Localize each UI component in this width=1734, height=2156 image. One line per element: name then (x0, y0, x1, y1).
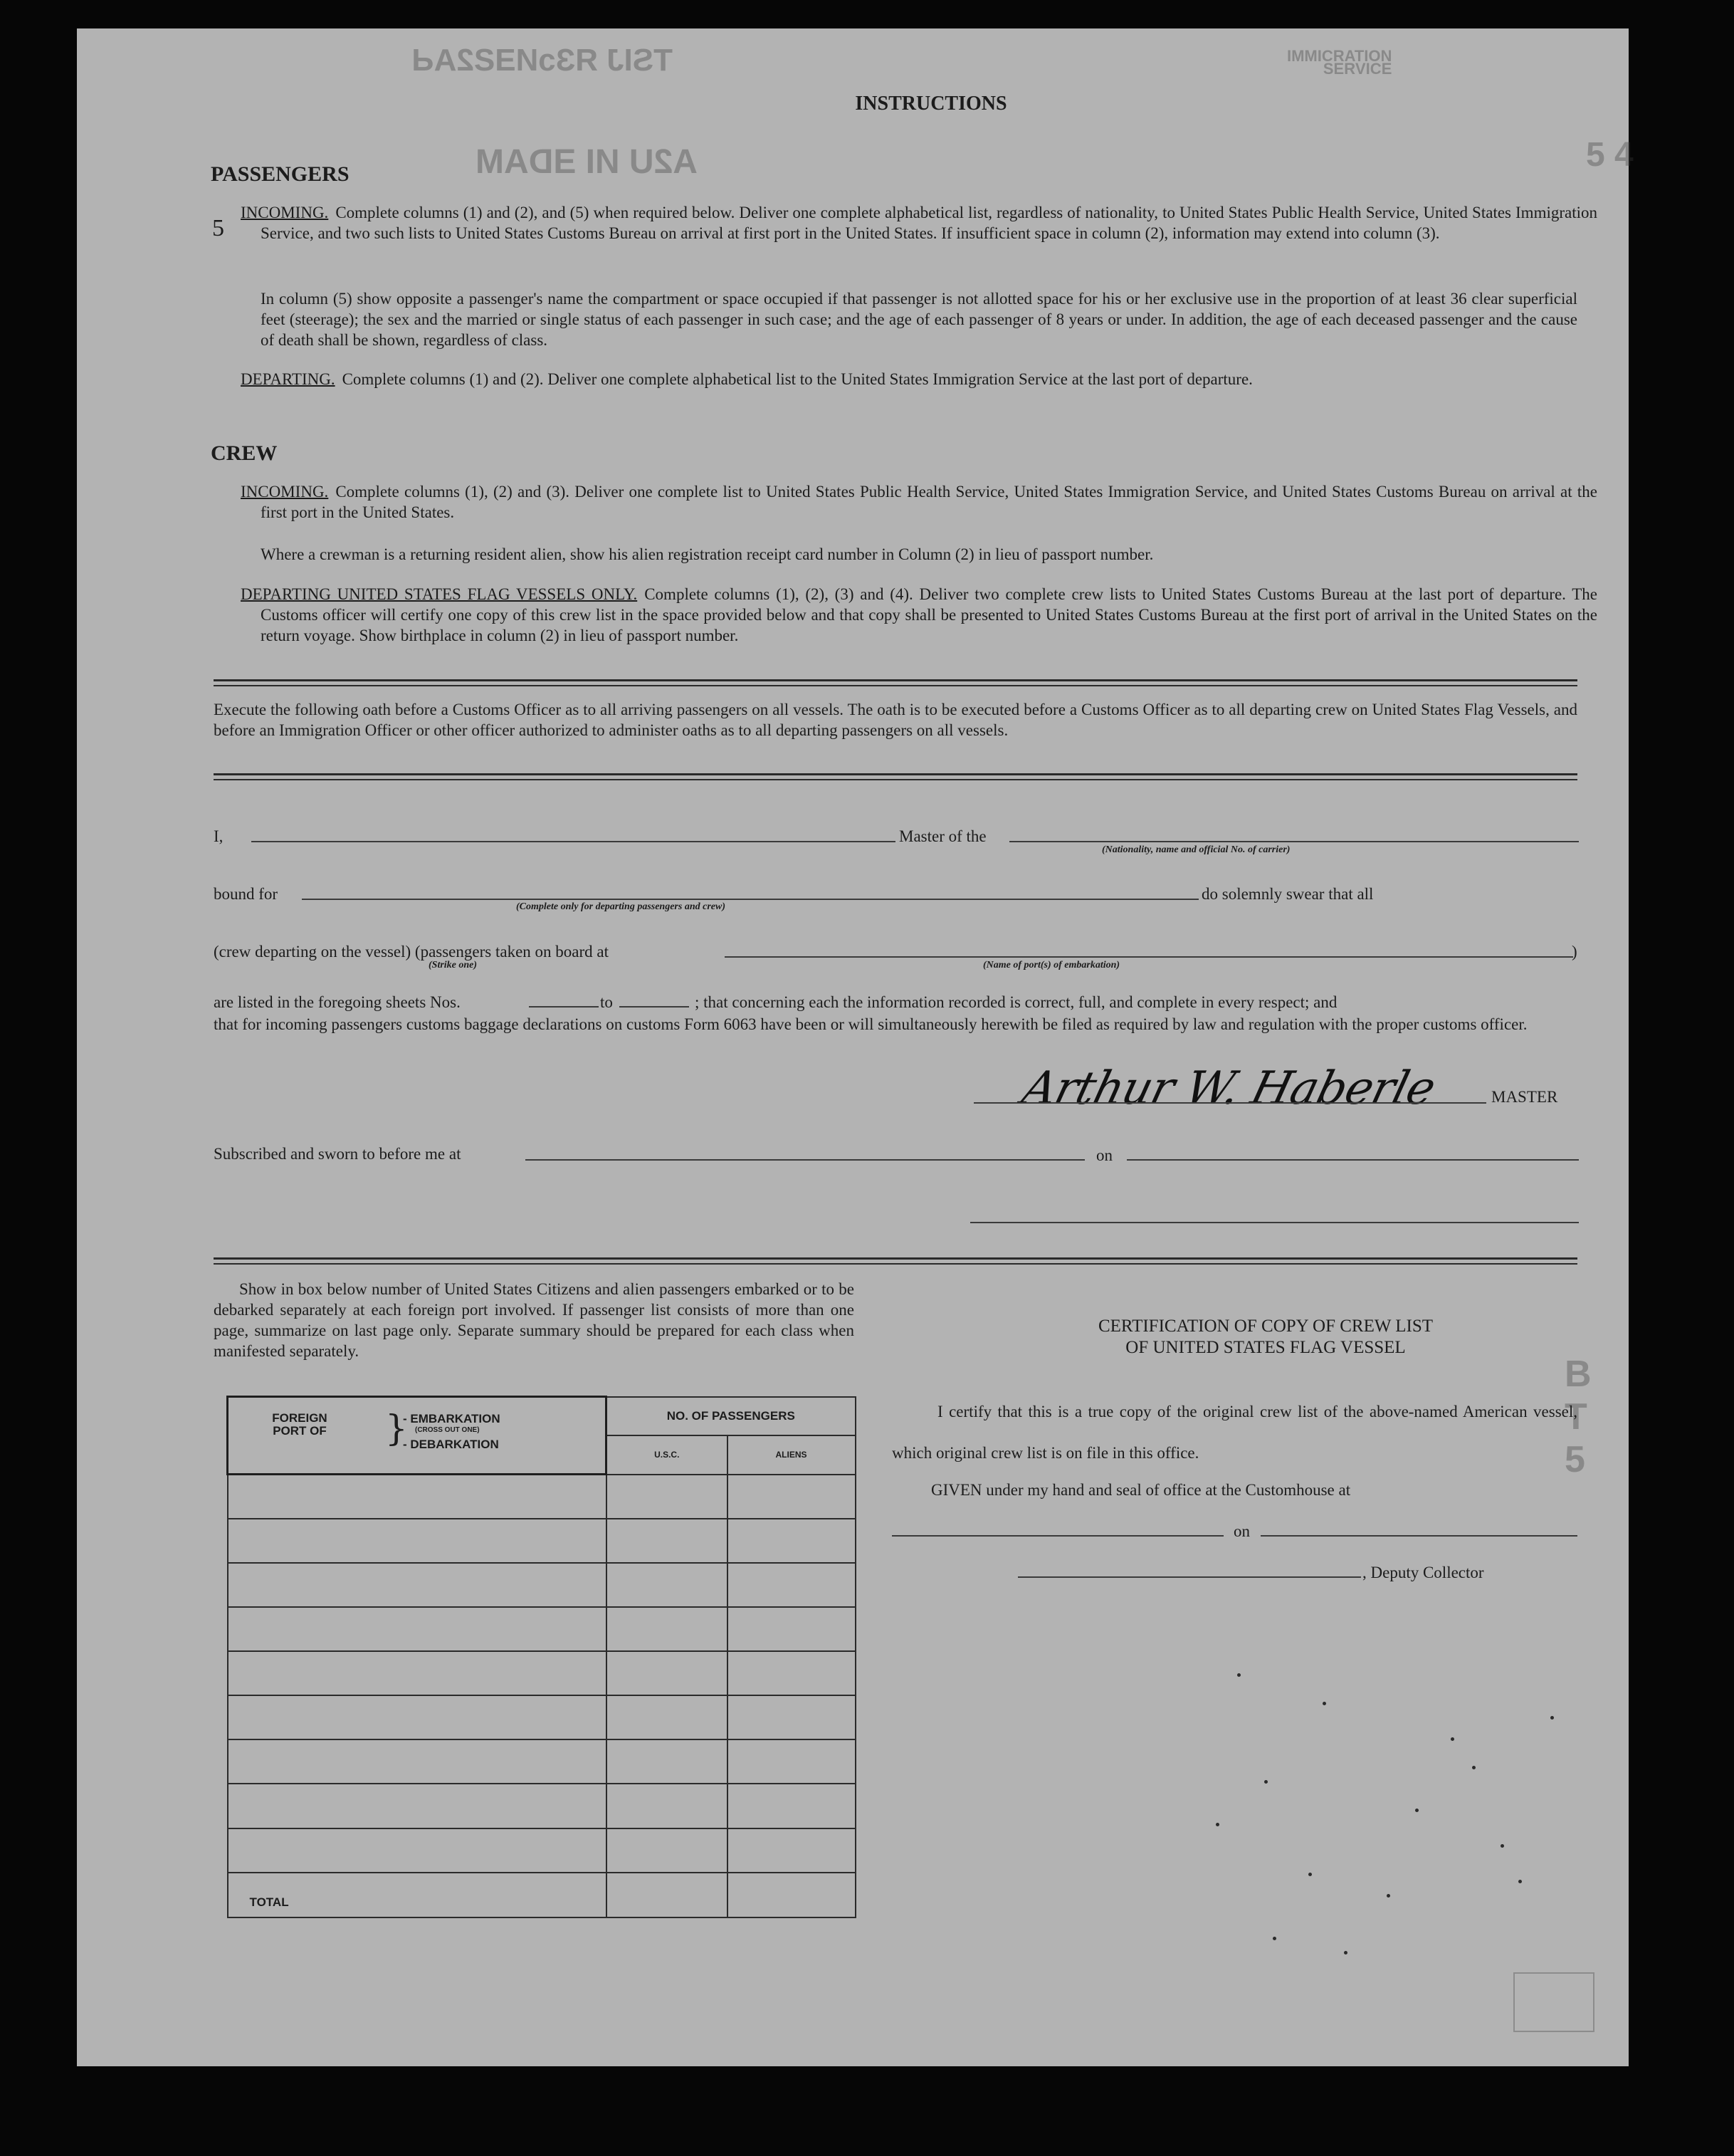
usc-header-cell: U.S.C. (606, 1435, 727, 1475)
usc-cell[interactable] (606, 1695, 727, 1739)
close-paren: ) (1572, 943, 1577, 961)
scan-speck (1501, 1844, 1504, 1848)
certification-date-field[interactable] (1261, 1535, 1577, 1537)
usc-cell[interactable] (606, 1563, 727, 1607)
master-signature: Arthur W. Haberle (1016, 1062, 1441, 1115)
crew-departing-text: Complete columns (1), (2), (3) and (4). Deliver two complete crew lists to United States Customs Bureau at the last port of departure. The Customs officer will certify one copy of this crew list in the space provided below and that copy shall be presented to United States Customs Bureau at the first port of arrival in the United States on the return voyage. Show birthplace in column (2) in lieu of passport number. (261, 585, 1597, 644)
total-label-cell: TOTAL (228, 1873, 606, 1917)
deputy-collector-label: , Deputy Collector (1362, 1564, 1484, 1581)
scan-speck (1264, 1780, 1268, 1784)
bleed-through-mark: TSIJ ЯЗᴐИƎƧ2AԀ (411, 43, 673, 78)
passengers-incoming-text: Complete columns (1) and (2), and (5) when required below. Deliver one complete alphabetical list, regardless of nationality, to United States Public Health Service, United States Immigration Service, and two such lists to United States Customs Bureau on arrival at first port in the United States. If insufficient space in column (2), information may extend into column (3). (261, 204, 1597, 242)
passengers-incoming-paragraph (241, 202, 1597, 244)
port-cell[interactable] (228, 1519, 606, 1563)
aliens-cell[interactable] (727, 1651, 856, 1695)
bound-for-label: bound for (214, 885, 278, 903)
usc-cell[interactable] (606, 1784, 727, 1828)
sworn-date-field[interactable] (1127, 1159, 1579, 1161)
bound-for-caption: (Complete only for departing passengers and crew) (516, 901, 725, 912)
usc-total-cell[interactable] (606, 1873, 727, 1917)
master-of-label: Master of the (899, 827, 987, 845)
listed-text-b: to (600, 993, 613, 1011)
brace-mark: } (385, 1408, 408, 1449)
listed-text-rest: that for incoming passengers customs baggage declarations on customs Form 6063 have been or will simultaneously herewith be filed as required by law and regulation with the proper customs officer. (214, 1015, 1528, 1033)
passengers-departing-paragraph (241, 369, 1597, 389)
scan-speck (1344, 1951, 1347, 1954)
port-cell[interactable] (228, 1739, 606, 1784)
aliens-cell[interactable] (727, 1828, 856, 1873)
bleed-through-mark: A2U ИI ƎDAM (475, 143, 698, 181)
port-cell[interactable] (228, 1695, 606, 1739)
cross-out-label: (CROSS OUT ONE) (415, 1426, 480, 1434)
crew-departing-paragraph (241, 584, 1597, 646)
summary-instructions: Show in box below number of United States Citizens and alien passengers embarked or to be debarked separately at each foreign port involved. If passenger list consists of more than one page, summarize on last page only. Separate summary should be prepared for each class when manifested separately. (214, 1280, 854, 1360)
certify-paragraph: I certify that this is a true copy of the original crew list of the above-named American vessel, which original crew list is on file in this office. (892, 1403, 1577, 1462)
port-cell[interactable] (228, 1563, 606, 1607)
scan-speck (1308, 1873, 1312, 1876)
scan-speck (1273, 1937, 1276, 1940)
sworn-on-label: on (1096, 1146, 1113, 1164)
oath-intro-paragraph: Execute the following oath before a Customs Officer as to all arriving passengers on all vessels. The oath is to be executed before a Customs Officer as to all departing crew on United States Flag Vessels, and before an Immigration Officer or other officer authorized to administer oaths as to all departing passengers on all vessels. (214, 701, 1577, 739)
passengers-departing-text: Complete columns (1) and (2). Deliver one complete alphabetical list to the United States Immigration Service at the last port of departure. (342, 370, 1253, 388)
passengers-column5-paragraph: In column (5) show opposite a passenger's name the compartment or space occupied if that passenger is not allotted space for his or her exclusive use in the proportion of at least 36 clear superficial feet (steerage); the sex and the married or single status of each passenger in such case; and the age of each passenger of 8 years or under. In addition, the age of each deceased passenger and the cause of death shall be shown, regardless of class. (261, 290, 1577, 349)
strike-one-caption: (Strike one) (429, 960, 478, 970)
document-page (77, 28, 1634, 2066)
aliens-cell[interactable] (727, 1739, 856, 1784)
certification-heading-line2: OF UNITED STATES FLAG VESSEL (1125, 1338, 1406, 1357)
officer-signature-field[interactable] (970, 1222, 1579, 1223)
passengers-header-cell: NO. OF PASSENGERS (606, 1397, 856, 1436)
section-divider (214, 679, 1577, 686)
master-name-field[interactable] (251, 841, 895, 842)
embarkation-label: - EMBARKATION (403, 1412, 500, 1425)
port-header-cell (228, 1397, 606, 1475)
scan-speck (1323, 1702, 1326, 1705)
aliens-cell[interactable] (727, 1607, 856, 1651)
aliens-cell[interactable] (727, 1475, 856, 1519)
scan-speck (1387, 1894, 1390, 1898)
bleed-through-mark: B T 5 (1565, 1354, 1592, 1480)
port-cell[interactable] (228, 1475, 606, 1519)
crew-departing-lead: DEPARTING UNITED STATES FLAG VESSELS ONLY. (241, 585, 638, 603)
scan-speck (1216, 1823, 1219, 1826)
usc-cell[interactable] (606, 1519, 727, 1563)
crew-heading: CREW (211, 441, 278, 465)
aliens-cell[interactable] (727, 1784, 856, 1828)
aliens-cell[interactable] (727, 1695, 856, 1739)
aliens-total-cell[interactable] (727, 1873, 856, 1917)
swear-label: do solemnly swear that all (1202, 885, 1374, 903)
aliens-cell[interactable] (727, 1519, 856, 1563)
bleed-through-mark: ИOITAЯƆIMMI ƎƆIVЯƎƧ (1287, 47, 1392, 78)
page-title: INSTRUCTIONS (855, 93, 1007, 115)
port-cell[interactable] (228, 1651, 606, 1695)
passengers-departing-lead: DEPARTING. (241, 370, 335, 388)
scan-speck (1237, 1673, 1241, 1677)
certification-heading (960, 1316, 1572, 1359)
scan-speck (1518, 1880, 1522, 1883)
faint-stamp-box (1513, 1972, 1594, 2032)
passengers-heading: PASSENGERS (211, 162, 350, 186)
master-label: MASTER (1491, 1088, 1558, 1106)
section-divider (214, 773, 1577, 780)
foreign-port-label: FOREIGN PORT OF (272, 1411, 327, 1438)
carrier-field[interactable] (1009, 841, 1579, 842)
given-text: GIVEN under my hand and seal of office at the Customhouse at (931, 1481, 1351, 1499)
section-divider (214, 1257, 1577, 1265)
ports-caption: (Name of port(s) of embarkation) (983, 960, 1120, 970)
usc-cell[interactable] (606, 1828, 727, 1873)
passengers-incoming-lead: INCOMING. (241, 204, 329, 221)
port-cell[interactable] (228, 1607, 606, 1651)
scan-speck (1415, 1809, 1419, 1812)
bound-for-field[interactable] (302, 899, 1199, 900)
signature-line (974, 1102, 1486, 1104)
port-cell[interactable] (228, 1784, 606, 1828)
aliens-header-cell: ALIENS (727, 1435, 856, 1475)
scan-speck (1550, 1716, 1554, 1720)
usc-cell[interactable] (606, 1651, 727, 1695)
certification-on-label: on (1234, 1522, 1250, 1540)
scan-speck (1472, 1766, 1476, 1769)
certification-heading-line1: CERTIFICATION OF COPY OF CREW LIST (1098, 1317, 1434, 1336)
crew-incoming-paragraph (241, 481, 1597, 523)
margin-sheet-mark: 5 (212, 215, 224, 241)
customhouse-field[interactable] (892, 1535, 1224, 1537)
port-cell[interactable] (228, 1828, 606, 1873)
sheet-to-field[interactable] (619, 1006, 689, 1008)
aliens-cell[interactable] (727, 1563, 856, 1607)
listed-text-c: ; that concerning each the information recorded is correct, full, and complete in every respect; and (695, 993, 1338, 1011)
carrier-caption: (Nationality, name and official No. of carrier) (1102, 844, 1291, 855)
crew-resident-paragraph: Where a crewman is a returning resident alien, show his alien registration receipt card number in Column (2) in lieu of passport number. (261, 545, 1154, 563)
sworn-place-field[interactable] (525, 1159, 1085, 1161)
debarkation-label: - DEBARKATION (403, 1438, 499, 1451)
bleed-through-mark: 5 4 (1586, 136, 1634, 174)
crew-departing-label: (crew departing on the vessel) (passengers taken on board at (214, 943, 609, 961)
passenger-summary-table (226, 1396, 856, 1918)
crew-incoming-text: Complete columns (1), (2) and (3). Deliver one complete list to United States Public Health Service, United States Immigration Service, and United States Customs Bureau on arrival at the first port in the United States. (261, 483, 1597, 521)
deputy-collector-field[interactable] (1018, 1576, 1361, 1578)
listed-text-a: are listed in the foregoing sheets Nos. (214, 993, 461, 1011)
usc-cell[interactable] (606, 1739, 727, 1784)
usc-cell[interactable] (606, 1475, 727, 1519)
sheet-from-field[interactable] (529, 1006, 599, 1008)
scan-speck (1451, 1737, 1454, 1741)
usc-cell[interactable] (606, 1607, 727, 1651)
subscribed-label: Subscribed and sworn to before me at (214, 1145, 461, 1163)
embarkation-port-field[interactable] (725, 956, 1573, 958)
crew-incoming-lead: INCOMING. (241, 483, 329, 501)
oath-i-label: I, (214, 827, 224, 845)
